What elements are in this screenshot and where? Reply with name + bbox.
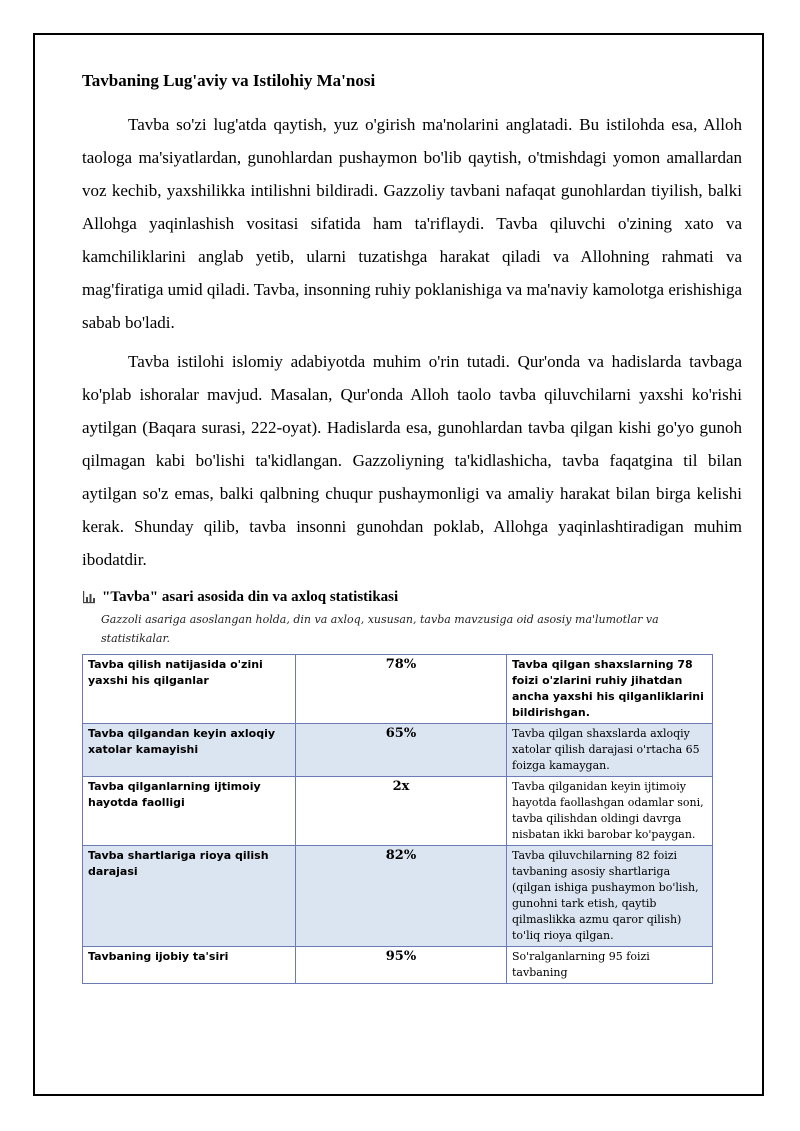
row-note: Tavba qilgan shaxslarda axloqiy xatolar qilish darajasi o'rtacha 65 foizga kamaygan.	[507, 724, 713, 777]
row-value: 78%	[296, 655, 507, 724]
row-value: 95%	[296, 947, 507, 984]
row-note: Tavba qilganidan keyin ijtimoiy hayotda faollashgan odamlar soni, tavba qilishdan oldingi davrga nisbatan ikki barobar ko'paygan.	[507, 777, 713, 846]
bar-chart-icon	[82, 590, 96, 604]
row-value: 2x	[296, 777, 507, 846]
row-note: Tavba qiluvchilarning 82 foizi tavbaning asosiy shartlariga (qilgan ishiga pushaymon bo'lish, gunohni tark etish, qaytib qilmaslikka azmu qaror qilish) to'liq rioya qilgan.	[507, 846, 713, 947]
stats-title-text: "Tavba" asari asosida din va axloq statistikasi	[102, 589, 399, 605]
section-heading: Tavbaning Lug'aviy va Istilohiy Ma'nosi	[82, 71, 376, 90]
row-note: So'ralganlarning 95 foizi tavbaning	[507, 947, 713, 984]
stats-table	[82, 654, 713, 984]
stats-subtitle: Gazzoli asariga asoslangan holda, din va axloq, xususan, tavba mavzusiga oid asosiy ma'lumotlar va statistikalar.	[101, 613, 659, 645]
row-label: Tavba qilganlarning ijtimoiy hayotda faolligi	[83, 777, 296, 846]
document-body	[82, 68, 742, 984]
row-label: Tavba qilish natijasida o'zini yaxshi his qilganlar	[83, 655, 296, 724]
row-label: Tavbaning ijobiy ta'siri	[83, 947, 296, 984]
row-value: 65%	[296, 724, 507, 777]
table-row	[83, 777, 713, 846]
table-row	[83, 724, 713, 777]
paragraph-1: Tavba so'zi lug'atda qaytish, yuz o'girish ma'nolarini anglatadi. Bu istilohda esa, Alloh taologa ma'siyatlardan, gunohlardan pushaymon bo'lib qaytish, o'tmishdagi yomon amallardan voz kechib, yaxshilikka intilishni bildiradi. Gazzoliy tavbani nafaqat gunohlardan tiyilish, balki Allohga yaqinlashish vositasi sifatida ham ta'riflaydi. Tavba qiluvchi o'zining xato va kamchiliklarini anglab yetib, ularni tuzatishga harakat qiladi va Allohning rahmati va mag'firatiga umid qiladi. Tavba, insonning ruhiy poklanishiga va ma'naviy kamolotga erishishiga sabab bo'ladi.	[82, 115, 742, 332]
row-label: Tavba shartlariga rioya qilish darajasi	[83, 846, 296, 947]
table-row	[83, 846, 713, 947]
row-label: Tavba qilgandan keyin axloqiy xatolar kamayishi	[83, 724, 296, 777]
stats-title	[82, 586, 742, 608]
table-row	[83, 947, 713, 984]
table-row	[83, 655, 713, 724]
paragraph-2: Tavba istilohi islomiy adabiyotda muhim o'rin tutadi. Qur'onda va hadislarda tavbaga ko'plab ishoralar mavjud. Masalan, Qur'onda Alloh taolo tavba qiluvchilarni yaxshi ko'rishi aytilgan (Baqara surasi, 222-oyat). Hadislarda esa, gunohlardan tavba qilgan kishi go'yo gunoh qilmagan kabi bo'lishi ta'kidlangan. Gazzoliyning ta'kidlashicha, tavba faqatgina til bilan aytilgan so'z emas, balki qalbning chuqur pushaymonligi va amaliy harakat bilan birga kelishi kerak. Shunday qilib, tavba insonni gunohdan poklab, Allohga yaqinlashtiradigan muhim ibodatdir.	[82, 352, 742, 569]
row-value: 82%	[296, 846, 507, 947]
row-note: Tavba qilgan shaxslarning 78 foizi o'zlarini ruhiy jihatdan ancha yaxshi his qilganliklarini bildirishgan.	[507, 655, 713, 724]
